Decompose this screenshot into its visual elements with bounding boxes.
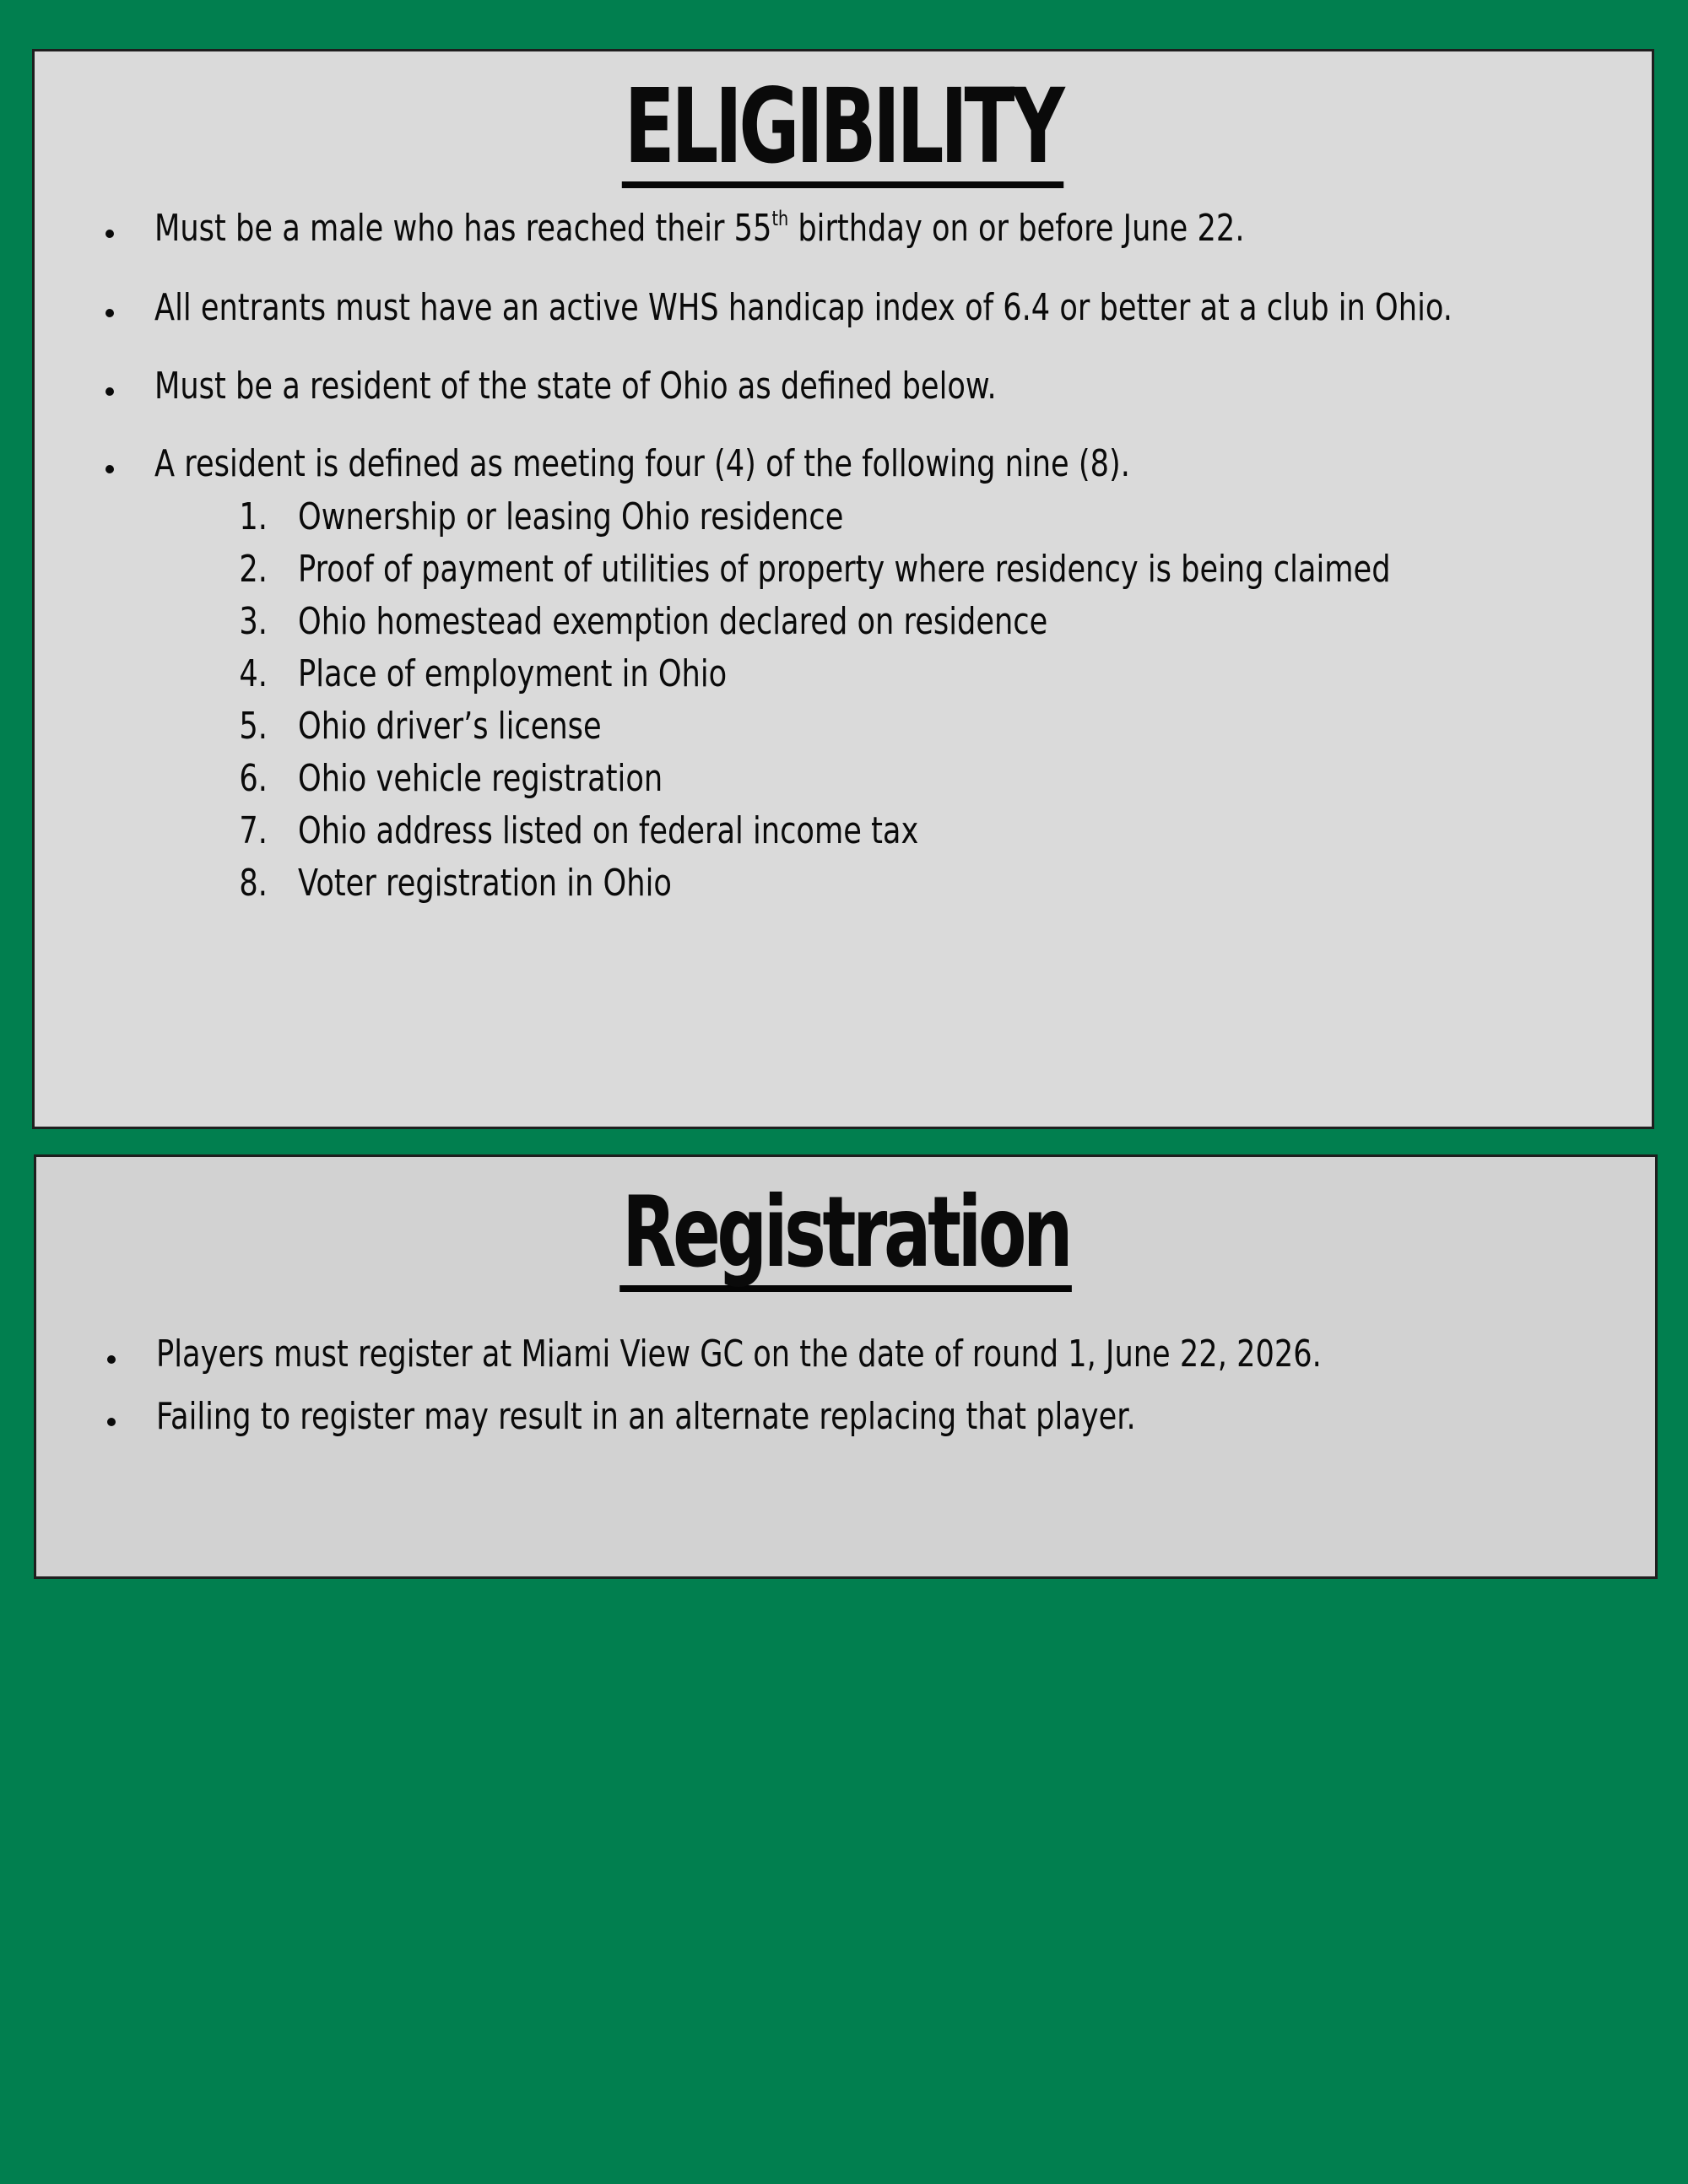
eligibility-title: ELIGIBILITY (622, 75, 1063, 188)
criteria-number: 6. (239, 757, 268, 800)
criteria-item (200, 600, 1235, 643)
criteria-text: Ohio driver’s license (298, 705, 602, 748)
criteria-item (200, 495, 980, 538)
criteria-number: 3. (239, 600, 268, 643)
registration-panel (34, 1154, 1658, 1579)
criteria-text: Ohio homestead exemption declared on residence (298, 600, 1048, 643)
eligibility-heading (35, 67, 1652, 188)
bullet-icon (106, 309, 114, 317)
criteria-item (200, 548, 1664, 591)
criteria-number: 5. (239, 705, 268, 748)
registration-text: Failing to register may result in an alternate replacing that player. (156, 1395, 1136, 1438)
criteria-item (200, 652, 834, 695)
criteria-text: Ohio vehicle registration (298, 757, 663, 800)
criteria-item (200, 757, 754, 800)
criteria-item (200, 705, 678, 748)
eligibility-bullet-resident-definition (106, 442, 1374, 485)
registration-item (107, 1395, 1381, 1438)
eligibility-bullet-age (106, 207, 1517, 250)
handicap-text: All entrants must have an active WHS handicap index of 6.4 or better at a club in Ohio. (154, 286, 1453, 329)
criteria-item (200, 809, 1074, 852)
criteria-number: 7. (239, 809, 268, 852)
criteria-item (200, 862, 766, 905)
bullet-icon (107, 1418, 116, 1426)
eligibility-panel (32, 49, 1654, 1129)
ordinal-suffix: th (771, 207, 789, 230)
criteria-text: Place of employment in Ohio (298, 652, 728, 695)
age-text-end: birthday on or before June 22. (788, 207, 1245, 250)
resident-definition-text: A resident is defined as meeting four (4) of the following nine (8). (154, 442, 1130, 485)
registration-text: Players must register at Miami View GC on the date of round 1, June 22, 2026. (156, 1333, 1322, 1376)
eligibility-bullet-residency (106, 365, 1207, 408)
criteria-number: 4. (239, 652, 268, 695)
age-text-start: Must be a male who has reached their 55 (154, 207, 772, 250)
criteria-text: Ownership or leasing Ohio residence (298, 495, 844, 538)
bullet-icon (107, 1355, 116, 1364)
criteria-number: 8. (239, 862, 268, 905)
registration-heading (36, 1176, 1655, 1292)
eligibility-bullet-handicap (106, 286, 1688, 329)
criteria-number: 2. (239, 548, 268, 591)
bullet-icon (106, 387, 114, 396)
criteria-text: Ohio address listed on federal income tax (298, 809, 919, 852)
registration-title: Registration (619, 1184, 1072, 1292)
bullet-icon (106, 465, 114, 473)
criteria-text: Proof of payment of utilities of property where residency is being claimed (298, 548, 1391, 591)
residency-text: Must be a resident of the state of Ohio as defined below. (154, 365, 997, 408)
registration-item (107, 1333, 1613, 1376)
criteria-text: Voter registration in Ohio (298, 862, 672, 905)
criteria-number: 1. (239, 495, 268, 538)
bullet-icon (106, 230, 114, 238)
